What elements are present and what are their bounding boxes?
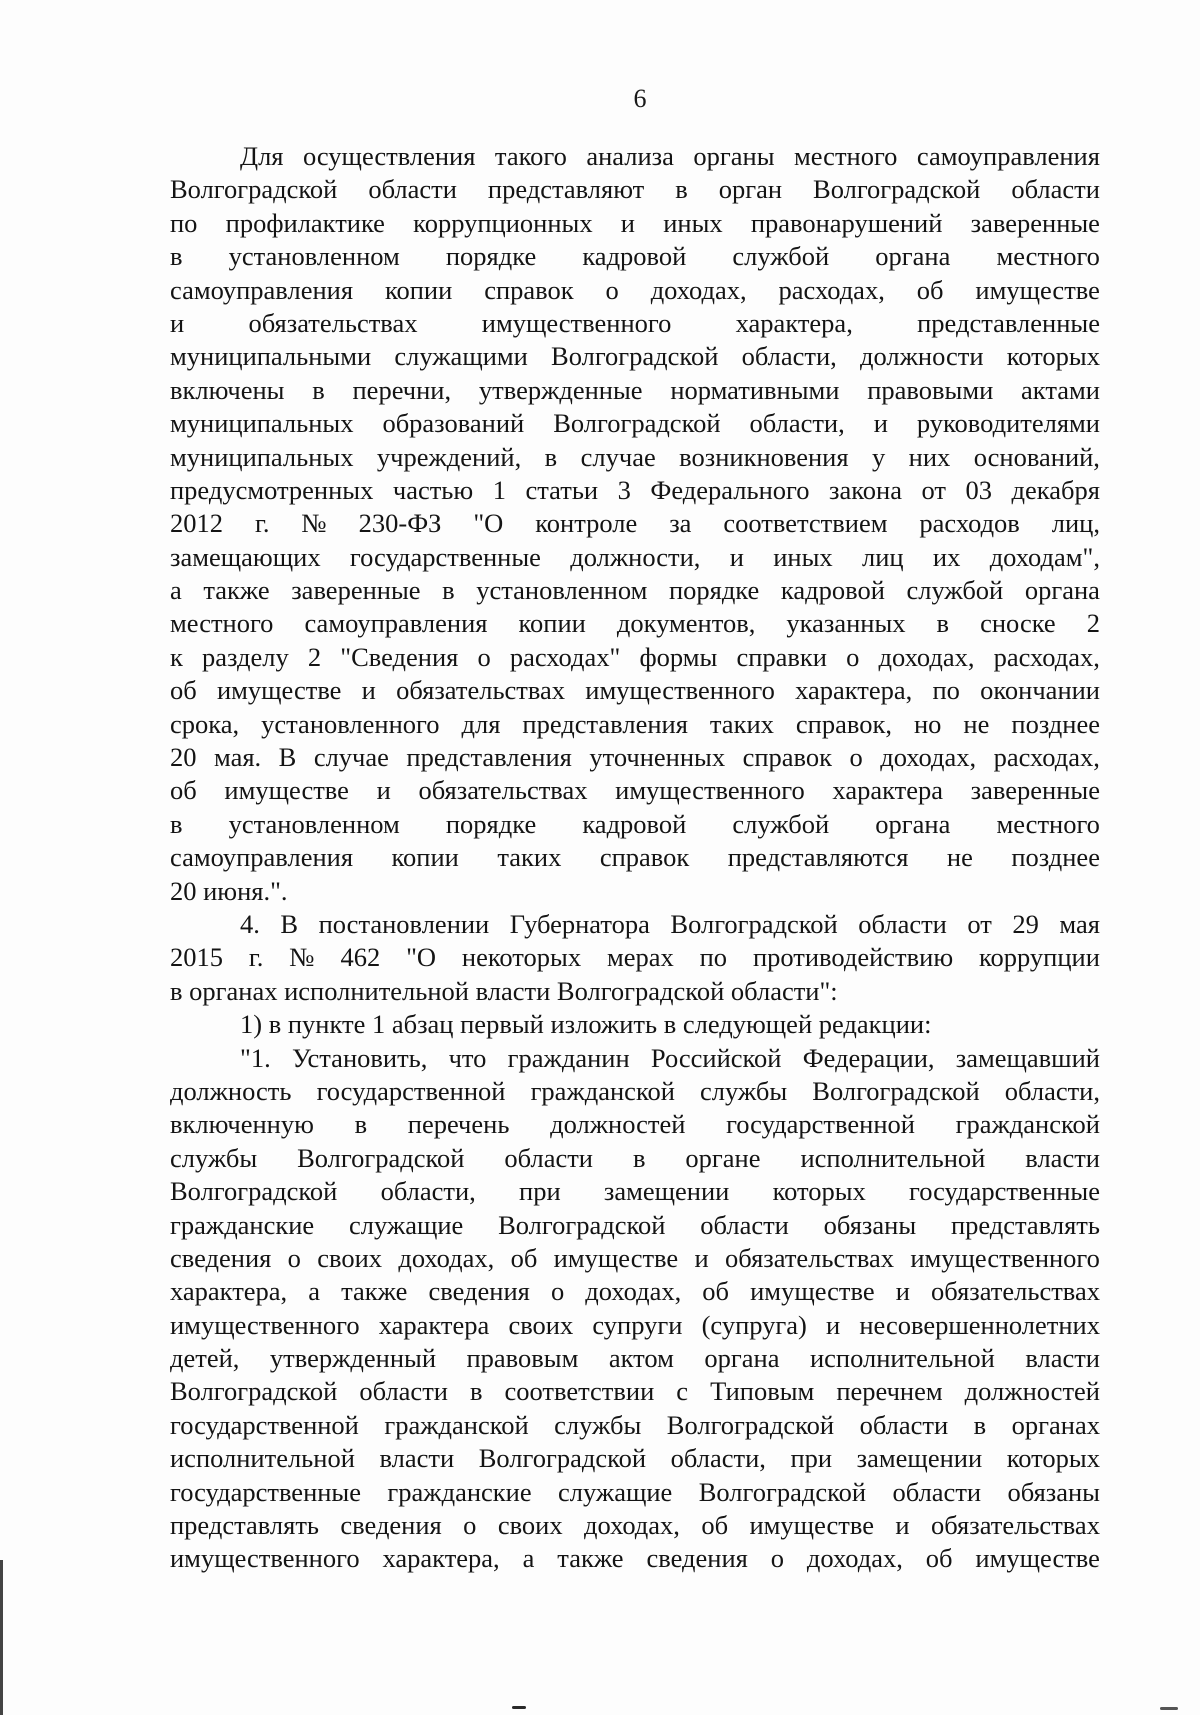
text-line: представлять сведения о своих доходах, об имуществе и обязательствах: [170, 1510, 1100, 1541]
text-line: а также заверенные в установленном порядке кадровой службой органа: [170, 575, 1100, 606]
text-line: замещающих государственные должности, и иных лиц их доходам",: [170, 541, 1100, 572]
text-line: в установленном порядке кадровой службой органа местного: [170, 808, 1100, 839]
scan-smudge: [512, 1706, 526, 1709]
text-line: сведения о своих доходах, об имуществе и обязательствах имущественного: [170, 1242, 1100, 1273]
document-body: [170, 140, 1100, 1576]
text-line: 2015 г. № 462 "О некоторых мерах по противодействию коррупции: [170, 942, 1100, 973]
text-line: исполнительной власти Волгоградской области, при замещении которых: [170, 1443, 1100, 1474]
text-line: срока, установленного для представления таких справок, но не позднее: [170, 708, 1100, 739]
text-line: Для осуществления такого анализа органы местного самоуправления: [240, 141, 1100, 171]
text-line: имущественного характера, а также сведения о доходах, об имуществе: [170, 1543, 1100, 1574]
text-line: службы Волгоградской области в органе исполнительной власти: [170, 1142, 1100, 1173]
text-line: по профилактике коррупционных и иных правонарушений заверенные: [170, 207, 1100, 238]
text-line: 20 мая. В случае представления уточненных справок о доходах, расходах,: [170, 742, 1100, 773]
text-line: к разделу 2 "Сведения о расходах" формы справки о доходах, расходах,: [170, 641, 1100, 672]
page-number: 6: [633, 84, 647, 113]
text-line: Волгоградской области представляют в орган Волгоградской области: [170, 174, 1100, 205]
text-line: 4. В постановлении Губернатора Волгоградской области от 29 мая: [240, 908, 1100, 939]
text-line: включены в перечни, утвержденные нормативными правовыми актами: [170, 374, 1100, 405]
text-line: в установленном порядке кадровой службой органа местного: [170, 241, 1100, 272]
text-line: муниципальных образований Волгоградской области, и руководителями: [170, 408, 1100, 439]
text-line: 2012 г. № 230-ФЗ "О контроле за соответствием расходов лиц,: [170, 508, 1100, 539]
text-line: об имуществе и обязательствах имущественного характера заверенные: [170, 775, 1100, 806]
text-line: об имуществе и обязательствах имущественного характера, по окончании: [170, 675, 1100, 706]
text-line: гражданские служащие Волгоградской области обязаны представлять: [170, 1209, 1100, 1240]
scan-smudge: [1160, 1707, 1178, 1710]
text-line: муниципальными служащими Волгоградской области, должности которых: [170, 341, 1100, 372]
text-line: муниципальных учреждений, в случае возникновения у них оснований,: [170, 441, 1100, 472]
text-line: "1. Установить, что гражданин Российской Федерации, замещавший: [240, 1042, 1100, 1073]
text-line: самоуправления копии таких справок представляются не позднее: [170, 842, 1100, 873]
scan-edge-mark: [0, 1560, 3, 1715]
text-line: местного самоуправления копии документов, указанных в сноске 2: [170, 608, 1100, 639]
text-line: имущественного характера своих супруги (супруга) и несовершеннолетних: [170, 1309, 1100, 1340]
text-line: государственные гражданские служащие Волгоградской области обязаны: [170, 1476, 1100, 1507]
text-line: 20 июня.".: [170, 875, 288, 906]
text-line: самоуправления копии справок о доходах, расходах, об имуществе: [170, 274, 1100, 305]
text-line: государственной гражданской службы Волгоградской области в органах: [170, 1409, 1100, 1440]
text-line: 1) в пункте 1 абзац первый изложить в следующей редакции:: [240, 1009, 932, 1040]
text-line: должность государственной гражданской службы Волгоградской области,: [170, 1075, 1100, 1106]
text-line: детей, утвержденный правовым актом органа исполнительной власти: [170, 1343, 1100, 1374]
text-line: включенную в перечень должностей государственной гражданской: [170, 1109, 1100, 1140]
text-line: Волгоградской области, при замещении которых государственные: [170, 1176, 1100, 1207]
text-line: в органах исполнительной власти Волгоградской области":: [170, 975, 838, 1006]
text-line: и обязательствах имущественного характера, представленные: [170, 307, 1100, 338]
text-line: характера, а также сведения о доходах, об имуществе и обязательствах: [170, 1276, 1100, 1307]
text-line: Волгоградской области в соответствии с Типовым перечнем должностей: [170, 1376, 1100, 1407]
text-line: предусмотренных частью 1 статьи 3 Федерального закона от 03 декабря: [170, 474, 1100, 505]
